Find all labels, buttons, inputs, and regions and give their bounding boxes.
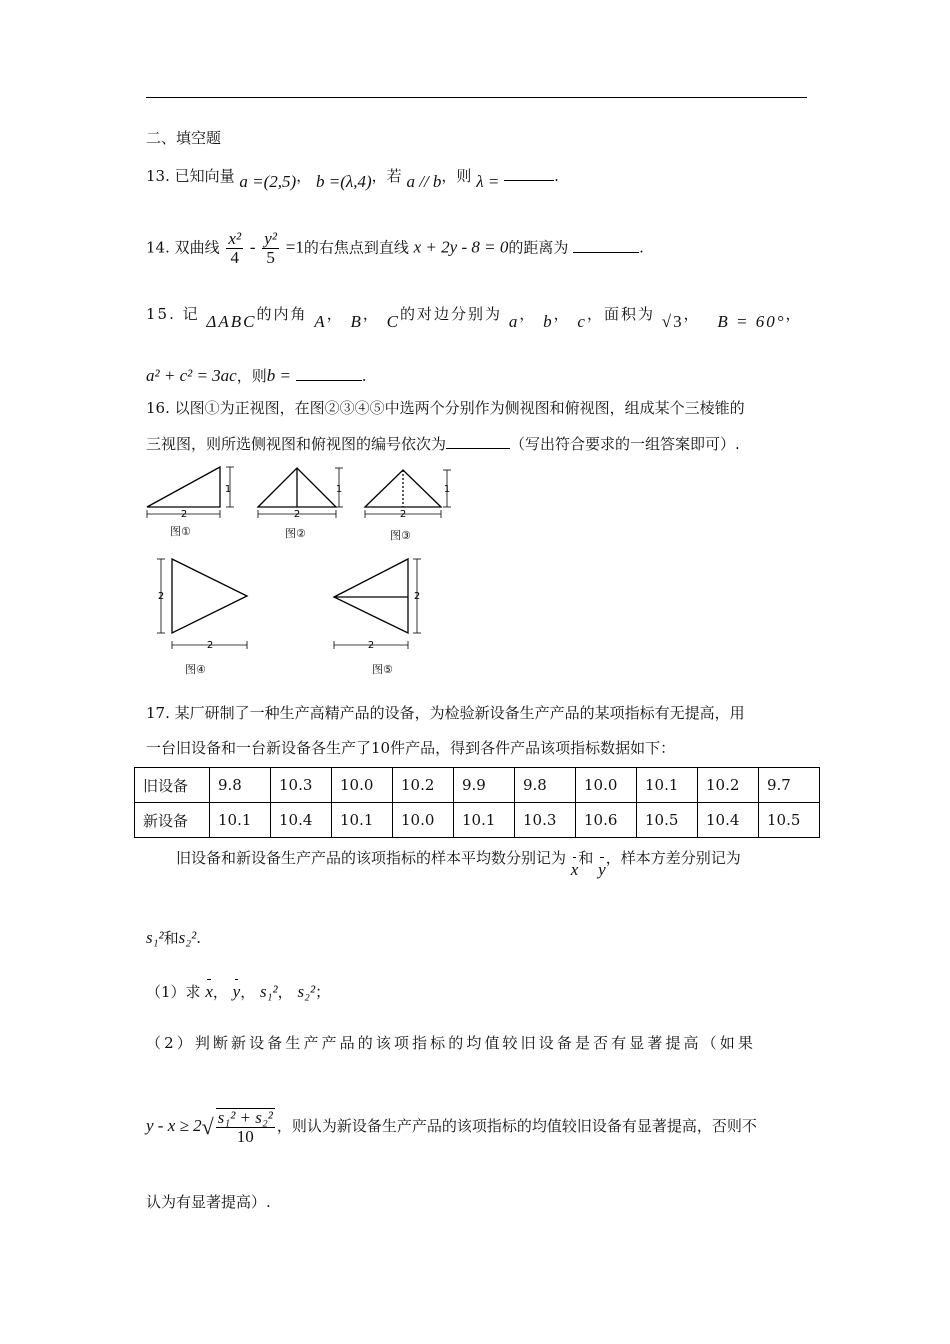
answer-blank bbox=[504, 179, 554, 181]
fraction-variance-sum: $\frac{\text{s₁² + s₂²}}{10}$ bbox=[217, 1108, 273, 1146]
question-17-line2: 一台旧设备和一台新设备各生产了10件产品，得到各件产品该项指标数据如下： bbox=[146, 739, 676, 757]
table-row: 新设备 10.1 10.4 10.1 10.0 10.1 10.3 10.6 10.5 10.4 10.5 bbox=[135, 803, 820, 838]
fraction-x2-4: $\frac{\text{x²}}{4}$ bbox=[228, 229, 242, 267]
table-row: 旧设备 9.8 10.3 10.0 10.2 9.9 9.8 10.0 10.1 10.2 9.7 bbox=[135, 768, 820, 803]
indicator-data-table bbox=[134, 767, 820, 838]
question-17-part2: （2）判断新设备生产产品的该项指标的均值较旧设备是否有显著提高（如果 bbox=[146, 1034, 756, 1052]
section-title: 二、填空题 bbox=[146, 129, 222, 147]
question-17-desc: 旧设备和新设备生产产品的该项指标的样本平均数分别记为 x和 y，样本方差分别记为 bbox=[176, 849, 741, 879]
question-16-line2: 三视图，则所选侧视图和俯视图的编号依次为 （写出符合要求的一组答案即可）. bbox=[146, 435, 740, 453]
answer-blank bbox=[446, 447, 510, 449]
question-14: 14. 双曲线 $\frac{\text{x²}}{4}$ - $\frac{\text{y²}}{5}$ =1的右焦点到直线 x + 2y - 8 = 0的距离为 . bbox=[146, 229, 644, 267]
sqrt-sign: √ bbox=[201, 1114, 214, 1139]
question-17-line1: 17. 某厂研制了一种生产高精产品的设备，为检验新设备生产产品的某项指标有无提高，用 bbox=[146, 704, 745, 722]
answer-blank bbox=[296, 379, 362, 381]
question-16-line1: 16. 以图①为正视图，在图②③④⑤中选两个分别作为侧视图和俯视图，组成某个三棱锥的 bbox=[146, 399, 745, 417]
top-rule bbox=[146, 97, 807, 98]
fig4-height-label: 2 bbox=[157, 591, 165, 602]
fig4-width-label: 2 bbox=[206, 640, 214, 651]
figure-1-right-triangle bbox=[147, 467, 234, 518]
figure-3-triangle-dashed-altitude bbox=[365, 470, 451, 518]
question-15-cont: a² + c² = 3ac，则b = . bbox=[146, 366, 367, 385]
caption-fig3: 图③ bbox=[390, 529, 411, 542]
fraction-y2-5: $\frac{\text{y²}}{5}$ bbox=[264, 229, 277, 267]
three-view-figures-row2 bbox=[150, 555, 440, 655]
figure-5-triangle-left-pointing bbox=[334, 559, 421, 649]
caption-fig4: 图④ bbox=[185, 663, 206, 676]
figure-4-triangle-right-pointing bbox=[157, 559, 247, 649]
question-17-criterion: y - x ≥ 2√ $\frac{\text{s₁² + s₂²}}{10}$ ，则认为新设备生产产品的该项指标的均值较旧设备有显著提高，否则不 bbox=[146, 1108, 757, 1146]
fig5-width-label: 2 bbox=[367, 640, 375, 651]
caption-fig1: 图① bbox=[170, 525, 191, 538]
fig2-width-label: 2 bbox=[293, 509, 301, 520]
question-17-end: 认为有显著提高）. bbox=[146, 1193, 271, 1211]
question-17-variances: s₁²和s₂². bbox=[146, 928, 202, 947]
caption-fig2: 图② bbox=[285, 527, 306, 540]
question-15: 15. 记 ΔABC的内角 A， B， C的对边分别为 a， b， c，面积为 √3， B = 60°， bbox=[146, 305, 803, 331]
fig3-width-label: 2 bbox=[399, 509, 407, 520]
fig1-width-label: 2 bbox=[180, 509, 188, 520]
fig1-height-label: 1 bbox=[224, 484, 232, 495]
fig5-height-label: 2 bbox=[413, 591, 421, 602]
caption-fig5: 图⑤ bbox=[372, 663, 393, 676]
fig3-height-label: 1 bbox=[443, 484, 451, 495]
figure-2-triangle-solid-altitude bbox=[258, 468, 343, 518]
fig2-height-label: 1 bbox=[335, 484, 343, 495]
question-13: 13. 已知向量 a =(2,5)， b =(λ,4)，若 a // b，则 λ = . bbox=[146, 167, 559, 191]
question-17-part1: （1）求 x， y， s₁²， s₂²； bbox=[146, 982, 331, 1001]
answer-blank bbox=[573, 251, 639, 253]
